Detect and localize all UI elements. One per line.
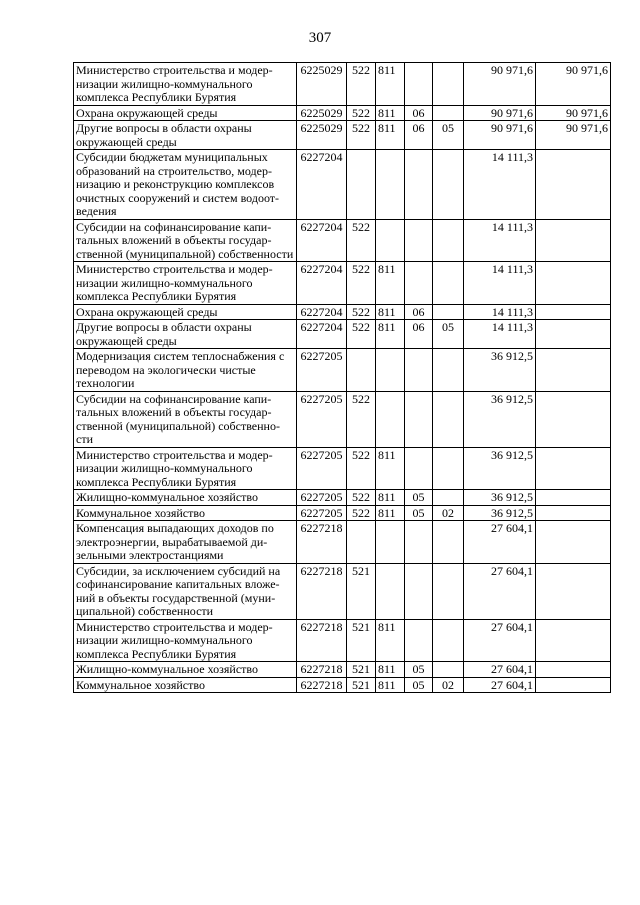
row-amount-1: 14 111,3 bbox=[464, 304, 536, 320]
row-amount-2 bbox=[536, 262, 611, 305]
row-subsection: 05 bbox=[433, 320, 464, 349]
row-target-code: 6227204 bbox=[297, 304, 347, 320]
row-target-code: 6227204 bbox=[297, 320, 347, 349]
row-amount-1: 14 111,3 bbox=[464, 150, 536, 220]
row-section: 05 bbox=[405, 505, 433, 521]
row-expense-type: 522 bbox=[347, 304, 376, 320]
table-row bbox=[74, 320, 611, 349]
row-name: Министерство строительства и модер-низации жилищно-коммунального комплекса Республики Бурятия bbox=[74, 63, 297, 106]
row-amount-2 bbox=[536, 521, 611, 564]
row-expense-type bbox=[347, 521, 376, 564]
row-amount-2 bbox=[536, 563, 611, 619]
row-target-code: 6225029 bbox=[297, 105, 347, 121]
row-subsection: 02 bbox=[433, 505, 464, 521]
row-expense-type: 521 bbox=[347, 619, 376, 662]
row-amount-1: 36 912,5 bbox=[464, 505, 536, 521]
table-row bbox=[74, 505, 611, 521]
row-section bbox=[405, 219, 433, 262]
table-row bbox=[74, 349, 611, 392]
row-amount-2 bbox=[536, 490, 611, 506]
row-expense-type: 522 bbox=[347, 320, 376, 349]
row-section bbox=[405, 447, 433, 490]
row-amount-2: 90 971,6 bbox=[536, 105, 611, 121]
table-row bbox=[74, 521, 611, 564]
row-amount-1: 27 604,1 bbox=[464, 677, 536, 693]
row-subsection bbox=[433, 447, 464, 490]
row-amount-2: 90 971,6 bbox=[536, 63, 611, 106]
row-amount-2 bbox=[536, 619, 611, 662]
row-name: Охрана окружающей среды bbox=[74, 304, 297, 320]
row-ministry-code: 811 bbox=[376, 490, 405, 506]
row-section: 06 bbox=[405, 105, 433, 121]
row-amount-1: 36 912,5 bbox=[464, 349, 536, 392]
row-ministry-code: 811 bbox=[376, 505, 405, 521]
row-ministry-code: 811 bbox=[376, 63, 405, 106]
table-row bbox=[74, 63, 611, 106]
row-name: Другие вопросы в области охраны окружающей среды bbox=[74, 320, 297, 349]
row-target-code: 6227205 bbox=[297, 490, 347, 506]
row-section: 05 bbox=[405, 490, 433, 506]
row-ministry-code: 811 bbox=[376, 320, 405, 349]
row-amount-1: 36 912,5 bbox=[464, 447, 536, 490]
row-expense-type: 522 bbox=[347, 391, 376, 447]
row-section: 05 bbox=[405, 662, 433, 678]
row-amount-2 bbox=[536, 505, 611, 521]
row-target-code: 6225029 bbox=[297, 63, 347, 106]
row-amount-1: 27 604,1 bbox=[464, 662, 536, 678]
row-ministry-code bbox=[376, 521, 405, 564]
row-target-code: 6227205 bbox=[297, 391, 347, 447]
row-expense-type: 521 bbox=[347, 563, 376, 619]
row-amount-1: 90 971,6 bbox=[464, 63, 536, 106]
row-ministry-code: 811 bbox=[376, 304, 405, 320]
row-subsection bbox=[433, 150, 464, 220]
row-amount-1: 90 971,6 bbox=[464, 121, 536, 150]
row-section: 06 bbox=[405, 121, 433, 150]
row-target-code: 6225029 bbox=[297, 121, 347, 150]
row-ministry-code bbox=[376, 150, 405, 220]
row-expense-type: 521 bbox=[347, 662, 376, 678]
budget-table bbox=[73, 62, 611, 693]
row-target-code: 6227204 bbox=[297, 262, 347, 305]
row-subsection bbox=[433, 105, 464, 121]
row-section: 05 bbox=[405, 677, 433, 693]
row-subsection bbox=[433, 563, 464, 619]
row-section bbox=[405, 262, 433, 305]
row-subsection bbox=[433, 490, 464, 506]
table-row bbox=[74, 447, 611, 490]
row-expense-type: 522 bbox=[347, 121, 376, 150]
row-name: Субсидии на софинансирование капи-тальных вложений в объекты государ-ственной (муниципальной) собственности bbox=[74, 219, 297, 262]
row-expense-type: 522 bbox=[347, 447, 376, 490]
row-name: Жилищно-коммунальное хозяйство bbox=[74, 490, 297, 506]
row-expense-type: 522 bbox=[347, 105, 376, 121]
row-name: Коммунальное хозяйство bbox=[74, 505, 297, 521]
row-target-code: 6227218 bbox=[297, 521, 347, 564]
row-target-code: 6227204 bbox=[297, 219, 347, 262]
row-target-code: 6227218 bbox=[297, 662, 347, 678]
row-name: Модернизация систем теплоснабжения с переводом на экологически чистые технологии bbox=[74, 349, 297, 392]
row-ministry-code: 811 bbox=[376, 105, 405, 121]
row-amount-1: 36 912,5 bbox=[464, 490, 536, 506]
row-expense-type: 522 bbox=[347, 219, 376, 262]
row-name: Министерство строительства и модер-низации жилищно-коммунального комплекса Республики Бурятия bbox=[74, 262, 297, 305]
row-ministry-code bbox=[376, 219, 405, 262]
table-row bbox=[74, 304, 611, 320]
row-ministry-code: 811 bbox=[376, 262, 405, 305]
row-subsection: 05 bbox=[433, 121, 464, 150]
row-section bbox=[405, 521, 433, 564]
row-name: Министерство строительства и модер-низации жилищно-коммунального комплекса Республики Бурятия bbox=[74, 619, 297, 662]
row-section bbox=[405, 391, 433, 447]
row-subsection bbox=[433, 391, 464, 447]
row-subsection: 02 bbox=[433, 677, 464, 693]
table-row bbox=[74, 490, 611, 506]
row-amount-1: 27 604,1 bbox=[464, 619, 536, 662]
row-ministry-code: 811 bbox=[376, 447, 405, 490]
row-name: Охрана окружающей среды bbox=[74, 105, 297, 121]
table-row bbox=[74, 219, 611, 262]
row-section bbox=[405, 349, 433, 392]
table-row bbox=[74, 662, 611, 678]
table-row bbox=[74, 619, 611, 662]
row-ministry-code bbox=[376, 563, 405, 619]
table-row bbox=[74, 677, 611, 693]
row-name: Коммунальное хозяйство bbox=[74, 677, 297, 693]
row-expense-type: 522 bbox=[347, 505, 376, 521]
row-amount-2 bbox=[536, 304, 611, 320]
row-target-code: 6227205 bbox=[297, 505, 347, 521]
row-name: Другие вопросы в области охраны окружающей среды bbox=[74, 121, 297, 150]
table-row bbox=[74, 262, 611, 305]
table-row bbox=[74, 563, 611, 619]
row-subsection bbox=[433, 304, 464, 320]
row-amount-2 bbox=[536, 219, 611, 262]
row-section bbox=[405, 563, 433, 619]
row-amount-1: 27 604,1 bbox=[464, 521, 536, 564]
row-section bbox=[405, 150, 433, 220]
row-expense-type bbox=[347, 150, 376, 220]
row-ministry-code: 811 bbox=[376, 121, 405, 150]
row-amount-2 bbox=[536, 662, 611, 678]
row-name: Субсидии, за исключением субсидий на софинансирование капитальных вложе-ний в объекты государственной (муни-ципальной) собственности bbox=[74, 563, 297, 619]
table-row bbox=[74, 121, 611, 150]
row-section bbox=[405, 63, 433, 106]
row-ministry-code: 811 bbox=[376, 662, 405, 678]
row-section: 06 bbox=[405, 304, 433, 320]
row-target-code: 6227205 bbox=[297, 447, 347, 490]
row-target-code: 6227218 bbox=[297, 619, 347, 662]
row-amount-1: 36 912,5 bbox=[464, 391, 536, 447]
table-row bbox=[74, 150, 611, 220]
row-target-code: 6227205 bbox=[297, 349, 347, 392]
row-amount-2 bbox=[536, 391, 611, 447]
row-ministry-code: 811 bbox=[376, 619, 405, 662]
row-subsection bbox=[433, 262, 464, 305]
row-section: 06 bbox=[405, 320, 433, 349]
row-name: Жилищно-коммунальное хозяйство bbox=[74, 662, 297, 678]
row-name: Субсидии бюджетам муниципальных образований на строительство, модер-низацию и реконструкцию комплексов очистных сооружений и систем водоот-ведения bbox=[74, 150, 297, 220]
row-expense-type bbox=[347, 349, 376, 392]
row-name: Министерство строительства и модер-низации жилищно-коммунального комплекса Республики Бурятия bbox=[74, 447, 297, 490]
row-amount-2 bbox=[536, 447, 611, 490]
row-amount-2 bbox=[536, 150, 611, 220]
row-target-code: 6227204 bbox=[297, 150, 347, 220]
row-amount-1: 90 971,6 bbox=[464, 105, 536, 121]
row-amount-1: 14 111,3 bbox=[464, 219, 536, 262]
row-subsection bbox=[433, 349, 464, 392]
row-section bbox=[405, 619, 433, 662]
row-expense-type: 522 bbox=[347, 262, 376, 305]
row-name: Компенсация выпадающих доходов по электроэнергии, вырабатываемой ди-зельными электростанциями bbox=[74, 521, 297, 564]
row-amount-2 bbox=[536, 320, 611, 349]
row-ministry-code: 811 bbox=[376, 677, 405, 693]
table-row bbox=[74, 391, 611, 447]
row-ministry-code bbox=[376, 391, 405, 447]
row-ministry-code bbox=[376, 349, 405, 392]
row-subsection bbox=[433, 219, 464, 262]
row-amount-2: 90 971,6 bbox=[536, 121, 611, 150]
row-subsection bbox=[433, 662, 464, 678]
row-expense-type: 522 bbox=[347, 63, 376, 106]
row-subsection bbox=[433, 63, 464, 106]
table-row bbox=[74, 105, 611, 121]
row-subsection bbox=[433, 619, 464, 662]
row-amount-1: 14 111,3 bbox=[464, 320, 536, 349]
row-subsection bbox=[433, 521, 464, 564]
row-amount-1: 27 604,1 bbox=[464, 563, 536, 619]
row-amount-2 bbox=[536, 349, 611, 392]
row-expense-type: 521 bbox=[347, 677, 376, 693]
row-expense-type: 522 bbox=[347, 490, 376, 506]
row-amount-1: 14 111,3 bbox=[464, 262, 536, 305]
row-target-code: 6227218 bbox=[297, 677, 347, 693]
row-amount-2 bbox=[536, 677, 611, 693]
page-number: 307 bbox=[308, 30, 332, 46]
row-name: Субсидии на софинансирование капи-тальных вложений в объекты государ-ственной (муниципальной) собственно-сти bbox=[74, 391, 297, 447]
row-target-code: 6227218 bbox=[297, 563, 347, 619]
